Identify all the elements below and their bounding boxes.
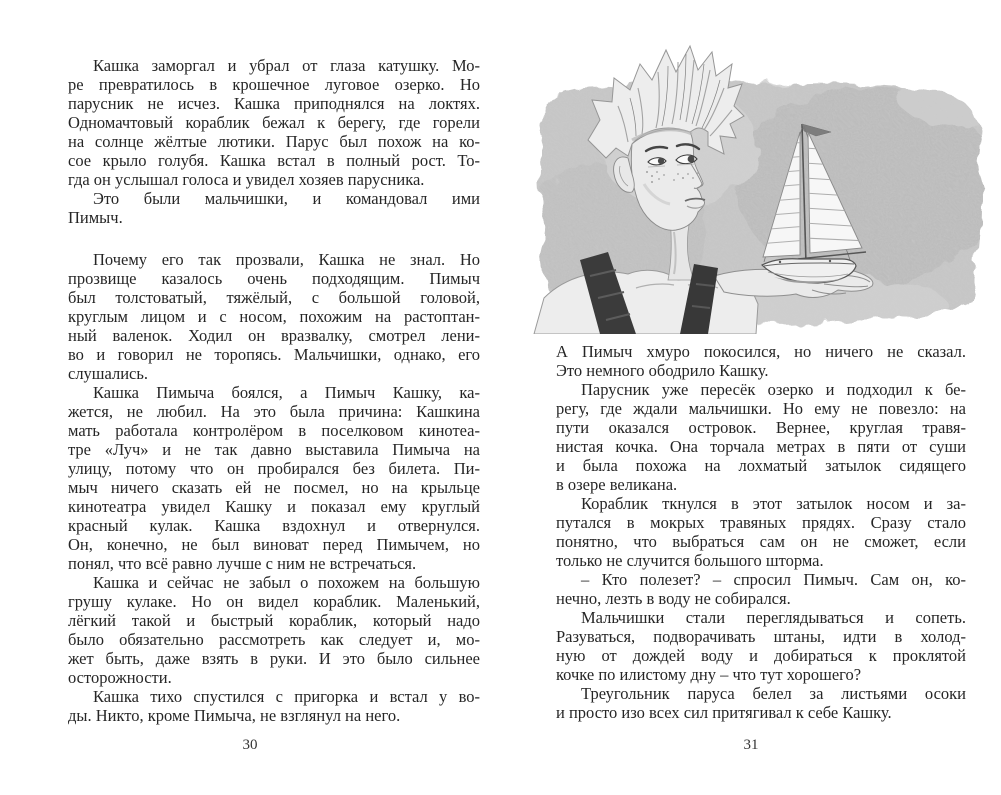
text-line: ре превратилось в крошечное луговое озерко. Но (68, 75, 480, 94)
paragraph (68, 189, 480, 227)
paragraph (68, 687, 480, 725)
text-line: Кашка Пимыча боялся, а Пимыч Кашку, ка- (93, 383, 480, 402)
text-line: Почему его так прозвали, Кашка не знал. Но (93, 250, 480, 269)
text-line: и просто изо всех сил притягивал к себе Кашку. (556, 703, 892, 722)
text-line: красный кулак. Кашка вздохнул и отвернулся. (68, 516, 480, 535)
paragraph (68, 56, 480, 189)
text-line: – Кто полезет? – спросил Пимыч. Сам он, ко- (581, 570, 966, 589)
text-line: грушу кулаке. Но он видел кораблик. Маленький, (68, 592, 480, 611)
text-line: жется, не любил. На это была причина: Кашкина (68, 402, 480, 421)
text-line: Мальчишки стали переглядываться и сопеть. (581, 608, 966, 627)
paragraph (556, 684, 966, 722)
text-line: сое крыло голубя. Кашка встал в полный рост. То- (68, 151, 480, 170)
text-line: регу, где ждали мальчишки. Но ему не повезло: на (556, 399, 966, 418)
text-line: осторожности. (68, 668, 172, 687)
boy-with-sailboat-illustration (528, 36, 988, 334)
text-line: Пимыч. (68, 208, 123, 227)
text-line: кочке по илистому дну – что тут хорошего? (556, 665, 862, 684)
text-line: кинотеатра увидел Кашку и показал ему круглый (68, 497, 480, 516)
text-line: ную от дождей воду и добираться к проклятой (556, 646, 966, 665)
right-page-text (556, 342, 966, 722)
text-line: мыч ничего сказать ей не посмел, но на крыльце (68, 478, 480, 497)
text-line: Одномачтовый кораблик бежал к берегу, где горели (68, 113, 480, 132)
text-line: понял, что всё равно лучше с ним не встречаться. (68, 554, 417, 573)
paragraph (556, 570, 966, 608)
text-line: Это были мальчишки, и командовал ими (93, 189, 480, 208)
text-line: тре «Луч» и не так давно выставила Пимыча на (68, 440, 480, 459)
text-line: Это немного ободрило Кашку. (556, 361, 769, 380)
paragraph (68, 383, 480, 573)
text-line: ный валенок. Ходил он вразвалку, смотрел лени- (68, 326, 480, 345)
paragraph (556, 608, 966, 684)
paragraph (556, 342, 966, 380)
text-line: и была похожа на лохматый затылок сидящего (556, 456, 966, 475)
text-line: жет быть, даже взять в руки. И это было сильнее (68, 649, 480, 668)
text-line: путался в мокрых травяных прядях. Сразу стало (556, 513, 966, 532)
text-line: нистая кочка. Она торчала метрах в пяти от суши (556, 437, 966, 456)
text-line: в озере великана. (556, 475, 678, 494)
text-line: А Пимыч хмуро покосился, но ничего не сказал. (556, 342, 966, 361)
text-line: Он, конечно, не был виноват перед Пимычем, но (68, 535, 480, 554)
text-line: Разуваться, подворачивать штаны, идти в холод- (556, 627, 966, 646)
paragraph (68, 573, 480, 687)
text-line: понятно, что выбраться сам он не сможет, если (556, 532, 966, 551)
text-line: пути оказался островок. Вернее, круглая травя- (556, 418, 966, 437)
page-number-left: 30 (242, 737, 258, 753)
text-line: было обязательно рассмотреть как следует и, мо- (68, 630, 480, 649)
text-line: Кашка тихо спустился с пригорка и встал у во- (93, 687, 480, 706)
page-number-right: 31 (743, 737, 759, 753)
text-line: нечно, лезть в воду не собирался. (556, 589, 791, 608)
text-line: на солнце жёлтые лютики. Парус был похож на ко- (68, 132, 480, 151)
text-line: Кораблик ткнулся в этот затылок носом и за- (581, 494, 966, 513)
text-line: улицу, потому что он пробирался без билета. Пи- (68, 459, 480, 478)
text-line: Парусник уже пересёк озерко и подходил к бе- (581, 380, 966, 399)
text-line: был толстоватый, тяжёлый, с большой головой, (68, 288, 480, 307)
text-line: слушались. (68, 364, 149, 383)
text-line: Треугольник паруса белел за листьями осоки (581, 684, 966, 703)
text-line: ды. Никто, кроме Пимыча, не взглянул на него. (68, 706, 401, 725)
paragraph (556, 380, 966, 494)
text-line: во и говорил не торопясь. Мальчишки, однако, его (68, 345, 480, 364)
text-line: мать работала контролёром в поселковом кинотеа- (68, 421, 480, 440)
text-line: Кашка заморгал и убрал от глаза катушку. Мо- (93, 56, 480, 75)
paragraph (68, 250, 480, 383)
text-line: гда он услышал голоса и увидел хозяев парусника. (68, 170, 425, 189)
text-line: парусник не исчез. Кашка приподнялся на локтях. (68, 94, 480, 113)
text-line: прозвище казалось очень подходящим. Пимыч (68, 269, 480, 288)
text-line: Кашка и сейчас не забыл о похожем на большую (93, 573, 480, 592)
text-line: лёгкий такой и быстрый кораблик, который надо (68, 611, 480, 630)
text-line: только не случится большого шторма. (556, 551, 824, 570)
paragraph (556, 494, 966, 570)
left-page-text (68, 56, 480, 725)
text-line: круглым лицом и с носом, похожим на растоптан- (68, 307, 480, 326)
